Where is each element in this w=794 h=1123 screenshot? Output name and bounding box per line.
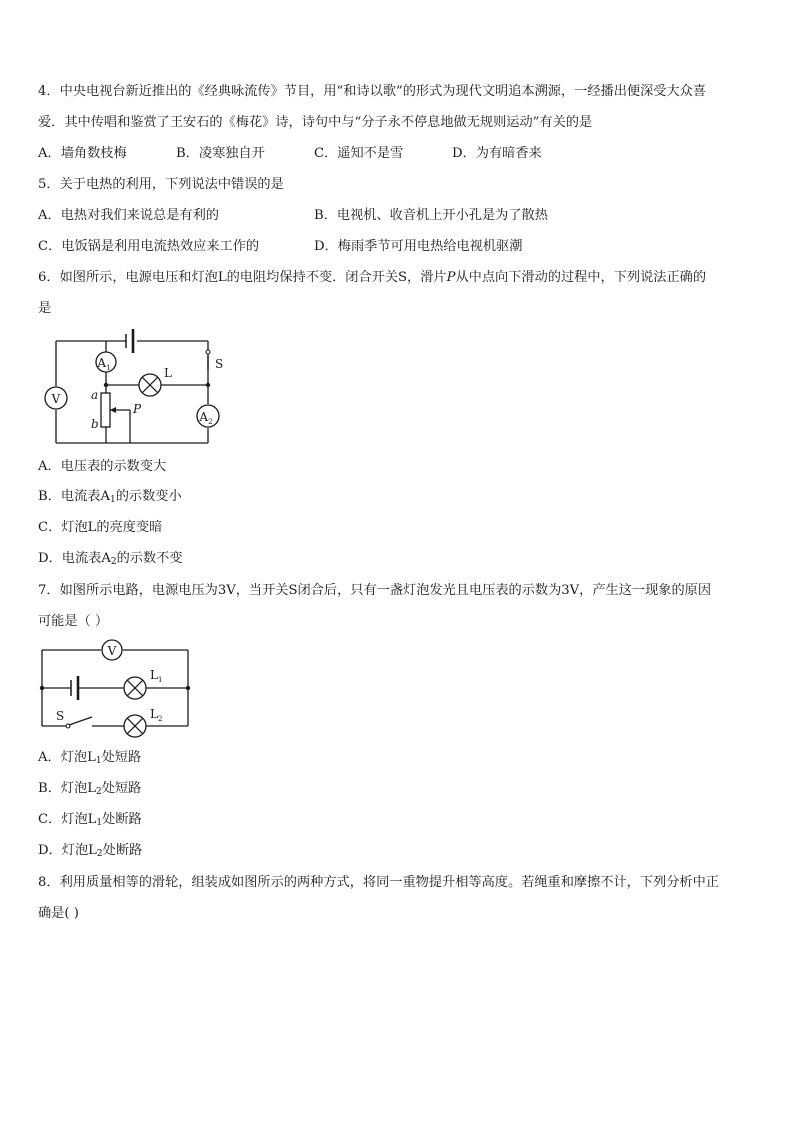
q5-option-a[interactable]: A．电热对我们来说总是有利的 — [38, 208, 219, 223]
q5-stem: 5．关于电热的利用，下列说法中错误的是 — [38, 177, 284, 192]
q6-stem-line2: 是 — [38, 301, 52, 316]
slider-p-label: P — [446, 270, 456, 285]
q6-option-c[interactable]: C．灯泡L的亮度变暗 — [38, 520, 163, 535]
switch-s-label: S — [215, 357, 224, 371]
q5-option-d[interactable]: D．梅雨季节可用电热给电视机驱潮 — [314, 239, 523, 254]
lamp-l2-icon — [124, 715, 146, 737]
q8-stem-line1: 8．利用质量相等的滑轮，组装成如图所示的两种方式，将同一重物提升相等高度。若绳重和摩擦不计，下列分析中正 — [38, 875, 719, 890]
q5-option-b[interactable]: B．电视机、收音机上开小孔是为了散热 — [314, 208, 548, 223]
lamp-l1-icon — [124, 677, 146, 699]
q4-option-d[interactable]: D．为有暗香来 — [452, 146, 542, 161]
q4-stem-line2: 爱．其中传唱和鉴赏了王安石的《梅花》诗，诗句中与“分子永不停息地做无规则运动”有关的是 — [38, 115, 593, 130]
rheostat-a-label: a — [91, 388, 99, 402]
switch-s-label-7: S — [56, 709, 65, 723]
q6-option-b[interactable]: B．电流表$A_1$的示数变小 — [38, 489, 182, 505]
rheostat-b-label: b — [91, 417, 99, 431]
q7-option-b[interactable]: B．灯泡$L_2$处短路 — [38, 781, 142, 797]
q4-option-a[interactable]: A．墙角数枝梅 — [38, 146, 127, 161]
slider-p-diagram-label: P — [133, 402, 142, 416]
q6-option-d[interactable]: D．电流表$A_2$的示数不变 — [38, 551, 183, 567]
lamp-l-label: L — [164, 366, 172, 380]
lamp-l1-label: $L_1$ — [150, 668, 163, 684]
q6-stem-line1: 6．如图所示，电源电压和灯泡L的电阻均保持不变．闭合开关S，滑片P从中点向下滑动的过程中，下列说法正确的 — [38, 270, 707, 285]
q4-option-c[interactable]: C．遥知不是雪 — [314, 146, 404, 161]
q7-stem-line1: 7．如图所示电路，电源电压为3V，当开关S闭合后，只有一盏灯泡发光且电压表的示数为3V，产生这一现象的原因 — [38, 583, 712, 598]
q7-option-c[interactable]: C．灯泡$L_1$处断路 — [38, 812, 142, 828]
voltmeter-label-7: V — [107, 644, 117, 658]
q7-stem-line2: 可能是（ ） — [38, 614, 109, 629]
lamp-l2-label: $L_2$ — [150, 707, 163, 723]
q7-option-d[interactable]: D．灯泡$L_2$处断路 — [38, 843, 143, 859]
switch-s-blade-7 — [69, 717, 92, 725]
q6-option-a[interactable]: A．电压表的示数变大 — [38, 459, 167, 474]
ammeter-a1-label: $A_1$ — [97, 356, 111, 372]
q7-option-a[interactable]: A．灯泡$L_1$处短路 — [38, 750, 142, 766]
q5-option-c[interactable]: C．电饭锅是利用电流热效应来工作的 — [38, 239, 260, 254]
q4-option-b[interactable]: B．凌寒独自开 — [176, 146, 265, 161]
voltmeter-label: V — [51, 392, 61, 406]
ammeter-a2-label: $A_2$ — [199, 410, 213, 426]
q8-stem-line2: 确是( ) — [38, 906, 79, 921]
q4-stem-line1: 4．中央电视台新近推出的《经典咏流传》节目，用“和诗以歌”的形式为现代文明追本溯源，一经播出便深受大众喜 — [38, 84, 707, 99]
